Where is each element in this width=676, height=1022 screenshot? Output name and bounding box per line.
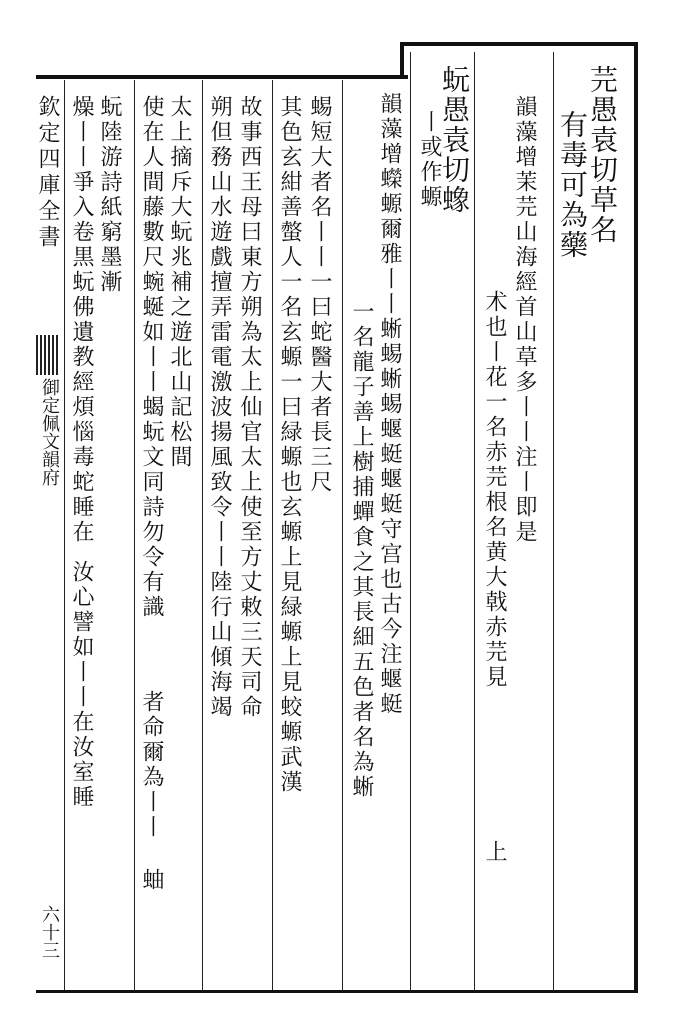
column-rule — [272, 80, 273, 990]
book-subtitle: 御定佩文韻府 — [39, 378, 60, 486]
text-column: 者命爾為丨丨 蚰 — [139, 690, 164, 893]
page-number: 六十三 — [39, 905, 60, 959]
frame-border-bottom — [36, 990, 638, 993]
column-rule — [64, 80, 65, 990]
text-column: 有毒可為藥 — [556, 110, 589, 260]
frame-border-right — [634, 42, 638, 992]
column-rule — [202, 80, 203, 990]
text-column: 韻藻增茉芫山海經首山草多丨丨注丨即是 — [512, 95, 537, 545]
text-column: 丨或作螈 — [417, 110, 442, 210]
text-column: 太上摘斥大蚖兆補之遊北山記松間 — [167, 95, 192, 470]
text-column: 一名龍子善上樹捕蟬食之其長細五色者名為蜥 — [349, 300, 374, 800]
text-column: 术也丨花一名赤芫根名黄大戟赤芫見 — [482, 290, 507, 690]
frame-border-top-left — [36, 75, 408, 79]
frame-border-step — [400, 42, 404, 78]
text-column: 韻藻增蠑螈爾雅丨丨蜥蜴蜥蜴蝘蜓蝘蜓守宫也古今注蝘蜓 — [377, 92, 402, 717]
column-rule — [134, 80, 135, 990]
column-rule — [474, 52, 475, 990]
text-column: 蜴短大者名丨丨一曰蛇醫大者長三尺 — [307, 95, 332, 495]
column-rule — [410, 52, 411, 990]
text-column: 上 — [482, 840, 507, 865]
column-rule — [342, 80, 343, 990]
text-column: 故事西王母曰東方朔為太上仙官太上使至方丈敕三天司命 — [237, 95, 262, 720]
text-column: 朔但務山水遊戲擅弄雷電激波揚風致令丨丨陸行山傾海竭 — [207, 95, 232, 720]
text-column: 蚖愚袁切蟓 — [438, 65, 471, 215]
margin-ornament — [36, 335, 60, 375]
column-rule — [553, 52, 554, 990]
book-title: 欽定四庫全書 — [35, 95, 60, 251]
text-column: 蚖陸游詩紙窮墨漸 — [97, 95, 122, 295]
frame-border-top-right — [400, 42, 636, 56]
text-column: 燥丨丨爭入卷黒蚖佛遺教經煩惱毒蛇睡在 — [69, 95, 94, 545]
text-column: 使在人間藤數尺蜿蜒如丨丨蝎蚖文同詩勿令有識 — [139, 95, 164, 620]
text-column: 汝心譬如丨丨在汝室睡 — [69, 560, 94, 810]
text-column: 其色玄紺善螫人一名玄螈一曰緑螈也玄螈上見緑螈上見蛟螈武漢 — [277, 95, 302, 795]
text-column: 芫愚袁切草名 — [586, 65, 619, 245]
